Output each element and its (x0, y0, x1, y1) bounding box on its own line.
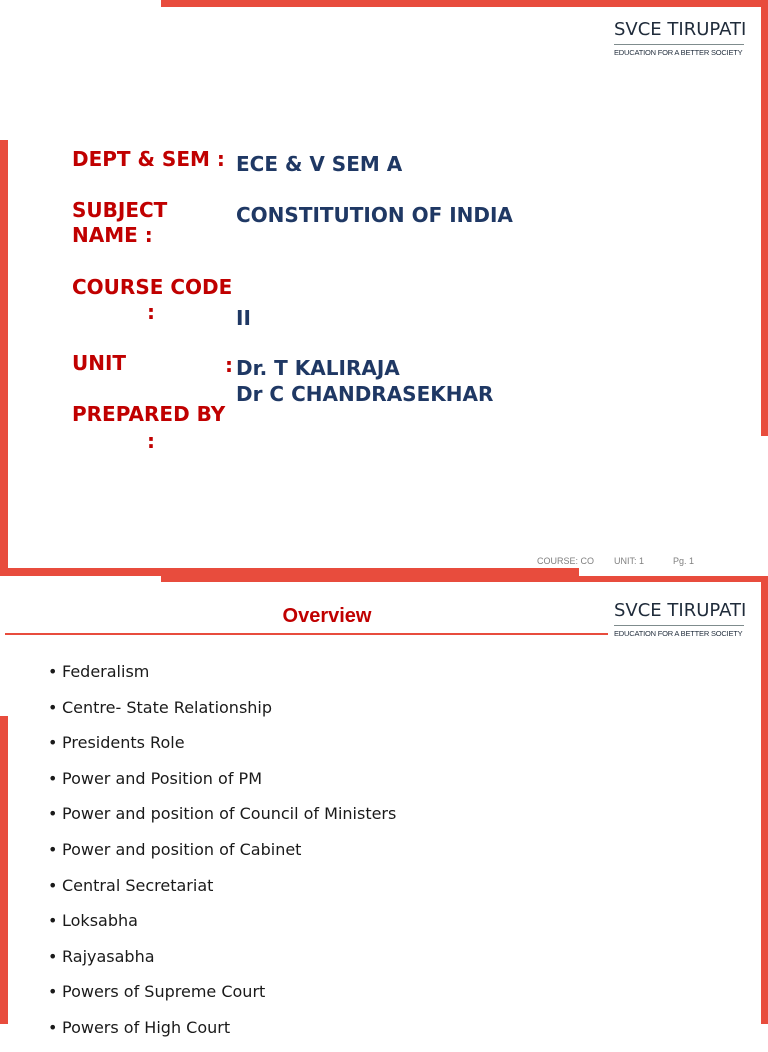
logo-rule (614, 625, 744, 626)
prepared-by-label: PREPARED BY (72, 402, 226, 426)
left-accent-bar (0, 716, 8, 1024)
course-code-colon: : (147, 300, 155, 324)
footer-unit: UNIT: 1 (614, 556, 645, 566)
slide-title: Overview (282, 605, 372, 627)
list-item (48, 731, 396, 767)
right-accent-bar (761, 0, 768, 436)
list-item-text: Power and Position of PM (62, 768, 262, 788)
unit-label: UNIT (72, 351, 127, 375)
footer-page: Pg. 1 (673, 556, 695, 566)
list-item-text: Powers of Supreme Court (62, 982, 266, 1002)
list-item (48, 660, 396, 696)
list-item (48, 767, 396, 803)
logo-tagline: EDUCATION FOR A BETTER SOCIETY (614, 629, 743, 638)
list-item (48, 945, 396, 981)
list-item (48, 802, 396, 838)
list-item-text: Presidents Role (62, 733, 185, 753)
bullet-icon: • (48, 768, 58, 788)
list-item-text: Federalism (62, 662, 150, 681)
list-item-text: Rajyasabha (62, 946, 155, 966)
college-logo (614, 20, 746, 57)
list-item (48, 874, 396, 910)
list-item (48, 838, 396, 874)
bullet-icon: • (48, 946, 58, 966)
overview-list (48, 660, 396, 1052)
right-accent-bar (761, 576, 768, 1024)
college-logo (614, 601, 746, 638)
list-item-text: Central Secretariat (62, 875, 214, 895)
overview-slide (0, 576, 768, 1037)
subject-value: CONSTITUTION OF INDIA (236, 203, 513, 227)
bullet-icon: • (48, 804, 58, 824)
prepared-by-colon: : (147, 429, 155, 453)
bullet-icon: • (48, 733, 58, 753)
prepared-by-value-2: Dr C CHANDRASEKHAR (236, 382, 494, 406)
left-accent-bar (0, 140, 8, 576)
logo-tagline: EDUCATION FOR A BETTER SOCIETY (614, 48, 743, 57)
list-item (48, 909, 396, 945)
bullet-icon: • (48, 1017, 58, 1037)
unit-value: II (236, 306, 251, 330)
top-accent-bar (161, 576, 768, 582)
list-item-text: Centre- State Relationship (62, 697, 273, 717)
bottom-accent-bar (0, 568, 579, 576)
bullet-icon: • (48, 662, 58, 681)
logo-name: SVCE TIRUPATI (614, 19, 747, 40)
dept-sem-label: DEPT & SEM : (72, 147, 225, 171)
dept-sem-value: ECE & V SEM A (236, 152, 403, 176)
list-item (48, 1016, 396, 1052)
subject-label-line1: SUBJECT (72, 198, 168, 222)
list-item-text: Powers of High Court (62, 1017, 231, 1037)
list-item (48, 980, 396, 1016)
top-accent-bar (161, 0, 768, 7)
subject-label-line2: NAME : (72, 223, 153, 247)
list-item-text: Power and position of Council of Ministers (62, 804, 397, 824)
bullet-icon: • (48, 839, 58, 859)
footer-course: COURSE: CO (537, 556, 595, 566)
list-item-text: Power and position of Cabinet (62, 839, 302, 859)
list-item-text: Loksabha (62, 911, 138, 931)
logo-name: SVCE TIRUPATI (614, 600, 747, 621)
prepared-by-value-1: Dr. T KALIRAJA (236, 356, 400, 380)
bullet-icon: • (48, 911, 58, 931)
list-item (48, 696, 396, 732)
bullet-icon: • (48, 697, 58, 717)
bullet-icon: • (48, 875, 58, 895)
course-code-label: COURSE CODE (72, 275, 233, 299)
unit-colon: : (225, 353, 233, 377)
bullet-icon: • (48, 982, 58, 1002)
title-underline (5, 633, 608, 635)
logo-rule (614, 44, 744, 45)
